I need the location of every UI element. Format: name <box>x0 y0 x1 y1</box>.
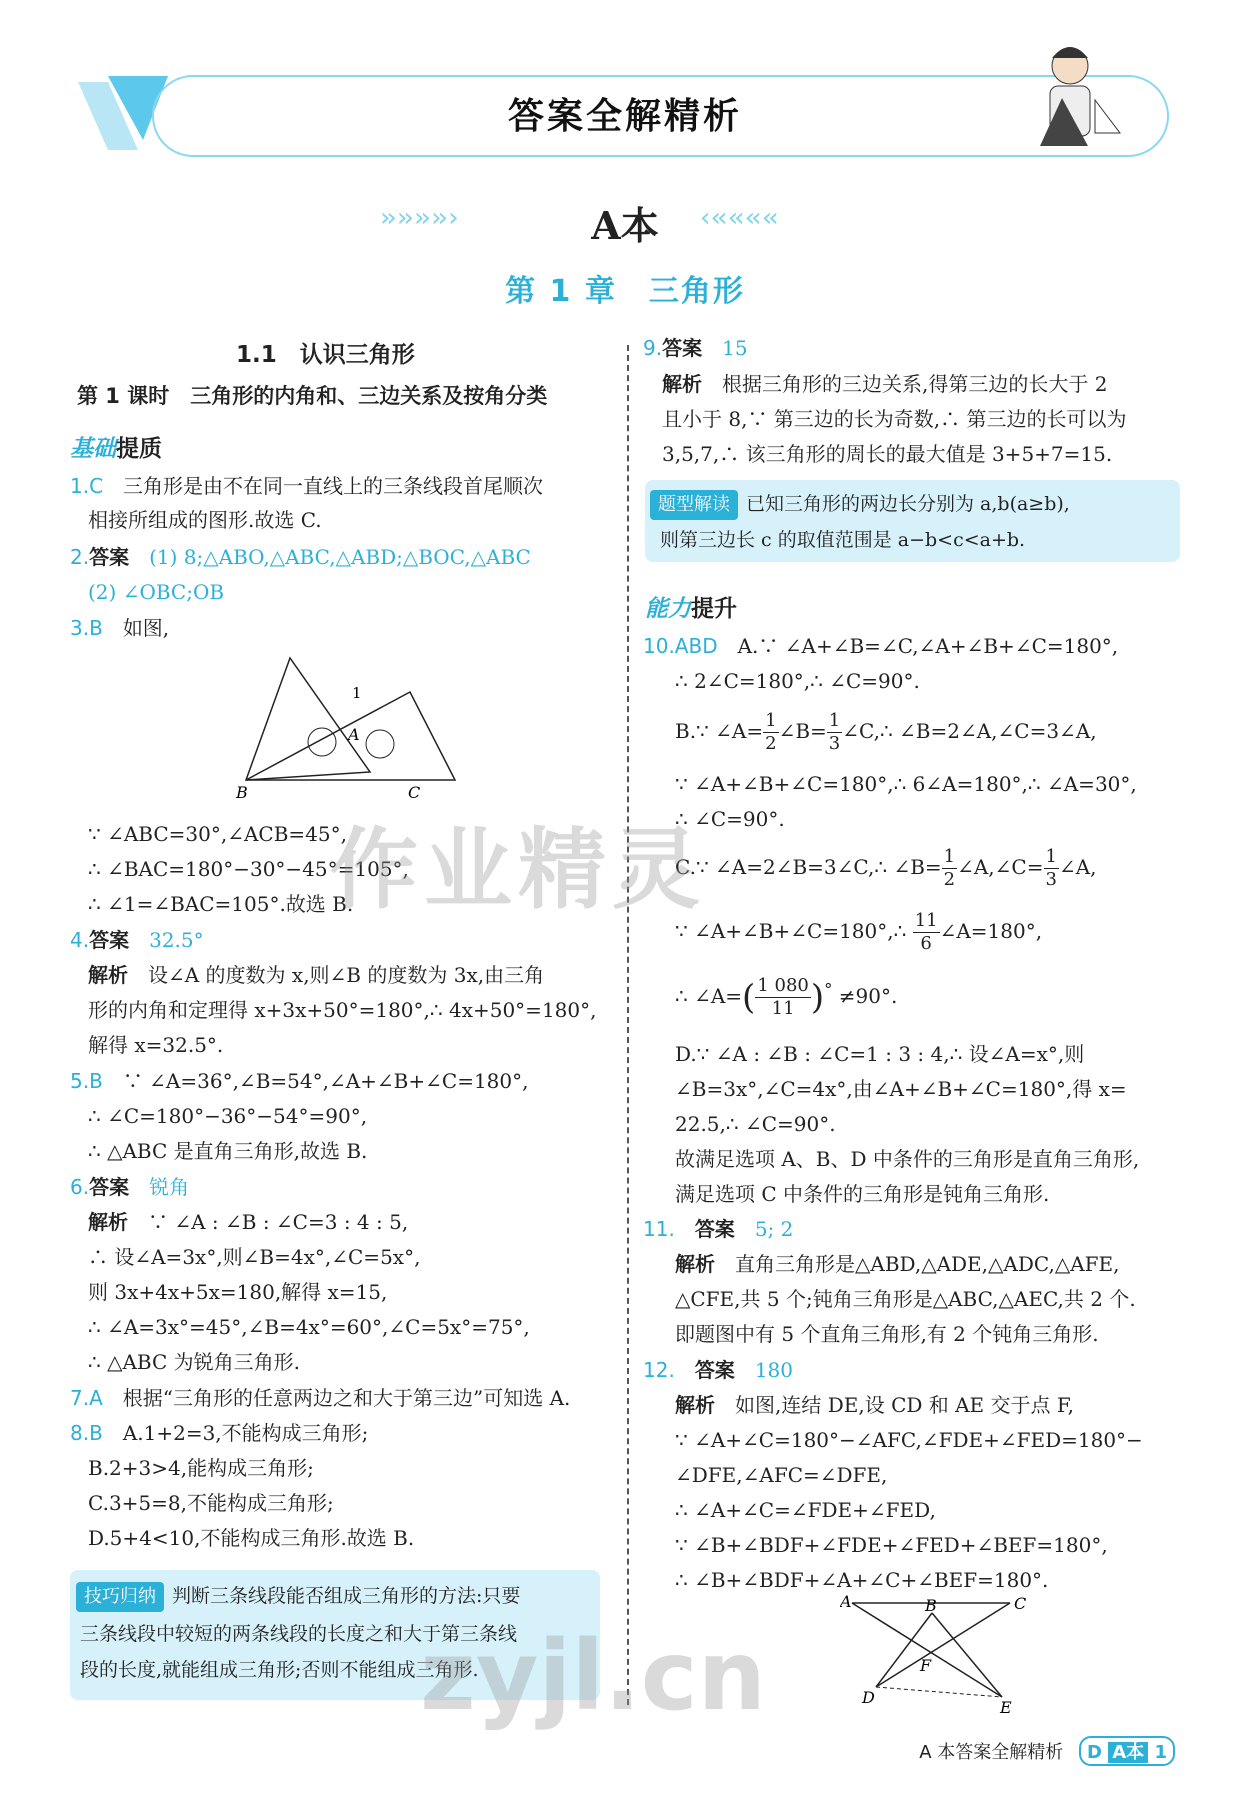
fig12-label-a: A <box>840 1595 852 1611</box>
tip-left-line3: 段的长度,就能组成三角形;否则不能组成三角形. <box>80 1659 479 1681</box>
tip-right-line2: 则第三边长 c 的取值范围是 a−b<c<a+b. <box>660 529 1026 551</box>
q8-line2: B.2+3>4,能构成三角形; <box>88 1456 314 1480</box>
column-divider <box>627 345 629 1705</box>
fig12-label-b: B <box>925 1596 937 1615</box>
q5: 5.B ∵ ∠A=36°,∠B=54°,∠A+∠B+∠C=180°, <box>70 1069 529 1093</box>
q6-line3: 则 3x+4x+5x=180,解得 x=15, <box>88 1280 388 1304</box>
q4-line1: 解析 设∠A 的度数为 x,则∠B 的度数为 3x,由三角 <box>88 963 545 987</box>
q6: 6.答案 锐角 <box>70 1175 190 1199</box>
q9-line3: 3,5,7,∴ 该三角形的周长的最大值是 3+5+7=15. <box>662 442 1113 466</box>
fig-label-1: 1 <box>352 684 362 702</box>
q10-line9: D.∵ ∠A : ∠B : ∠C=1 : 3 : 4,∴ 设∠A=x°,则 <box>675 1042 1085 1066</box>
page-footer <box>919 1736 1175 1766</box>
q12-line3: ∠DFE,∠AFC=∠DFE, <box>675 1463 888 1487</box>
q8-line3: C.3+5=8,不能构成三角形; <box>88 1491 334 1515</box>
q10-line7: ∵ ∠A+∠B+∠C=180°,∴ $\frac{11}{6}$ ∠A=180°, <box>675 910 1043 954</box>
chapter-title: 第 1 章 三角形 <box>505 274 745 309</box>
q10-line11: 22.5,∴ ∠C=90°. <box>675 1112 836 1136</box>
q6-line2: ∴ 设∠A=3x°,则∠B=4x°,∠C=5x°, <box>88 1245 421 1269</box>
q12-figure <box>840 1595 1030 1715</box>
student-illustration <box>1010 28 1130 158</box>
q7: 7.A 根据“三角形的任意两边之和大于第三边”可知选 A. <box>70 1386 571 1410</box>
q3-line2: ∵ ∠ABC=30°,∠ACB=45°, <box>88 822 347 846</box>
q12-line5: ∵ ∠B+∠BDF+∠FDE+∠FED+∠BEF=180°, <box>675 1533 1108 1557</box>
q10-line5: ∴ ∠C=90°. <box>675 807 785 831</box>
q10-line12: 故满足选项 A、B、D 中条件的三角形是直角三角形, <box>675 1147 1140 1171</box>
q12-line1: 解析 如图,连结 DE,设 CD 和 AE 交于点 F, <box>675 1393 1074 1417</box>
q4-line2: 形的内角和定理得 x+3x+50°=180°,∴ 4x+50°=180°, <box>88 998 597 1022</box>
q10: 10.ABD A.∵ ∠A+∠B=∠C,∠A+∠B+∠C=180°, <box>643 634 1119 658</box>
q11: 11. 答案 5; 2 <box>643 1217 794 1241</box>
q12-line2: ∵ ∠A+∠C=180°−∠AFC,∠FDE+∠FED=180°− <box>675 1428 1143 1452</box>
watermark-chinese: 作业精灵 <box>330 818 707 921</box>
fig-label-c: C <box>408 783 421 800</box>
q12-line6: ∴ ∠B+∠BDF+∠A+∠C+∠BEF=180°. <box>675 1568 1049 1592</box>
q3-figure <box>230 650 470 800</box>
q10-line2: ∴ 2∠C=180°,∴ ∠C=90°. <box>675 669 920 693</box>
q3-line3: ∴ ∠BAC=180°−30°−45°=105°, <box>88 857 409 881</box>
q9-line2: 且小于 8,∵ 第三边的长为奇数,∴ 第三边的长可以为 <box>662 407 1127 431</box>
tip-left-line2: 三条线段中较短的两条线段的长度之和大于第三条线 <box>80 1623 518 1645</box>
fig-label-b: B <box>236 783 248 800</box>
chevron-left-decoration: ›› ›› ›› ›› › <box>380 203 455 233</box>
ability-section-heading: 能力提升 <box>645 596 737 622</box>
q11-line1: 解析 直角三角形是△ABD,△ADE,△ADC,△AFE, <box>675 1252 1120 1276</box>
chevron-right-decoration: ‹ ‹‹ ‹‹ ‹‹ ‹‹ <box>700 203 775 233</box>
q3-line4: ∴ ∠1=∠BAC=105°.故选 B. <box>88 892 354 916</box>
q5-line3: ∴ △ABC 是直角三角形,故选 B. <box>88 1139 368 1163</box>
q12-line4: ∴ ∠A+∠C=∠FDE+∠FED, <box>675 1498 936 1522</box>
lesson-title: 第 1 课时 三角形的内角和、三边关系及按角分类 <box>77 384 548 408</box>
section-title: 1.1 认识三角形 <box>236 342 415 368</box>
q10-line13: 满足选项 C 中条件的三角形是钝角三角形. <box>675 1182 1050 1206</box>
q10-line4: ∵ ∠A+∠B+∠C=180°,∴ 6∠A=180°,∴ ∠A=30°, <box>675 772 1137 796</box>
q1-line2: 相接所组成的图形.故选 C. <box>88 508 322 532</box>
fig12-label-f: F <box>920 1656 932 1675</box>
q2: 2.答案 (1) 8;△ABO,△ABC,△ABD;△BOC,△ABC <box>70 545 531 569</box>
q2-line2: (2) ∠OBC;OB <box>88 580 225 604</box>
q11-line2: △CFE,共 5 个;钝角三角形是△ABC,△AEC,共 2 个. <box>675 1287 1136 1311</box>
fig-label-a: A <box>348 725 360 744</box>
fig12-label-e: E <box>1000 1698 1012 1715</box>
q4: 4.答案 32.5° <box>70 928 204 952</box>
q5-line2: ∴ ∠C=180°−36°−54°=90°, <box>88 1104 368 1128</box>
q6-line5: ∴ △ABC 为锐角三角形. <box>88 1350 300 1374</box>
footer-text: A 本答案全解精析 <box>919 1742 1064 1763</box>
q10-line8: ∴ ∠A=( $\frac{1 080}{11}$ )° ≠90°. <box>675 975 898 1019</box>
q9: 9.答案 15 <box>643 336 748 360</box>
fig12-label-c: C <box>1014 1595 1027 1613</box>
fig12-label-d: D <box>862 1688 875 1707</box>
tip-right-line1: 题型解读 已知三角形的两边长分别为 a,b(a≥b), <box>650 490 1070 520</box>
q4-line3: 解得 x=32.5°. <box>88 1033 224 1057</box>
q11-line3: 即题图中有 5 个直角三角形,有 2 个钝角三角形. <box>675 1322 1099 1346</box>
q8-line4: D.5+4<10,不能构成三角形.故选 B. <box>88 1526 415 1550</box>
q1: 1.C 三角形是由不在同一直线上的三条线段首尾顺次 <box>70 474 544 498</box>
q6-line4: ∴ ∠A=3x°=45°,∠B=4x°=60°,∠C=5x°=75°, <box>88 1315 530 1339</box>
basic-section-heading: 基础提质 <box>70 436 162 462</box>
q3: 3.B 如图, <box>70 616 170 640</box>
q10-line6: C.∵ ∠A=2∠B=3∠C,∴ ∠B= $\frac{1}{2}$ ∠A,∠C= $\frac{1}{3}$ ∠A, <box>675 846 1097 890</box>
q10-line10: ∠B=3x°,∠C=4x°,由∠A+∠B+∠C=180°,得 x= <box>675 1077 1127 1101</box>
book-title: A本 <box>591 203 659 248</box>
q8: 8.B A.1+2=3,不能构成三角形; <box>70 1421 369 1445</box>
footer-tag: D A本 1 <box>1079 1736 1175 1766</box>
tip-left-line1: 技巧归纳 判断三条线段能否组成三角形的方法:只要 <box>76 1582 520 1612</box>
q10-line3: B.∵ ∠A= $\frac{1}{2}$ ∠B= $\frac{1}{3}$ ∠C,∴ ∠B=2∠A,∠C=3∠A, <box>675 710 1097 754</box>
q9-line1: 解析 根据三角形的三边关系,得第三边的长大于 2 <box>662 372 1108 396</box>
q12: 12. 答案 180 <box>643 1358 793 1382</box>
watermark-url: zyjl.cn <box>420 1620 766 1732</box>
q6-line1: 解析 ∵ ∠A : ∠B : ∠C=3 : 4 : 5, <box>88 1210 409 1234</box>
banner-title: 答案全解精析 <box>507 96 742 137</box>
